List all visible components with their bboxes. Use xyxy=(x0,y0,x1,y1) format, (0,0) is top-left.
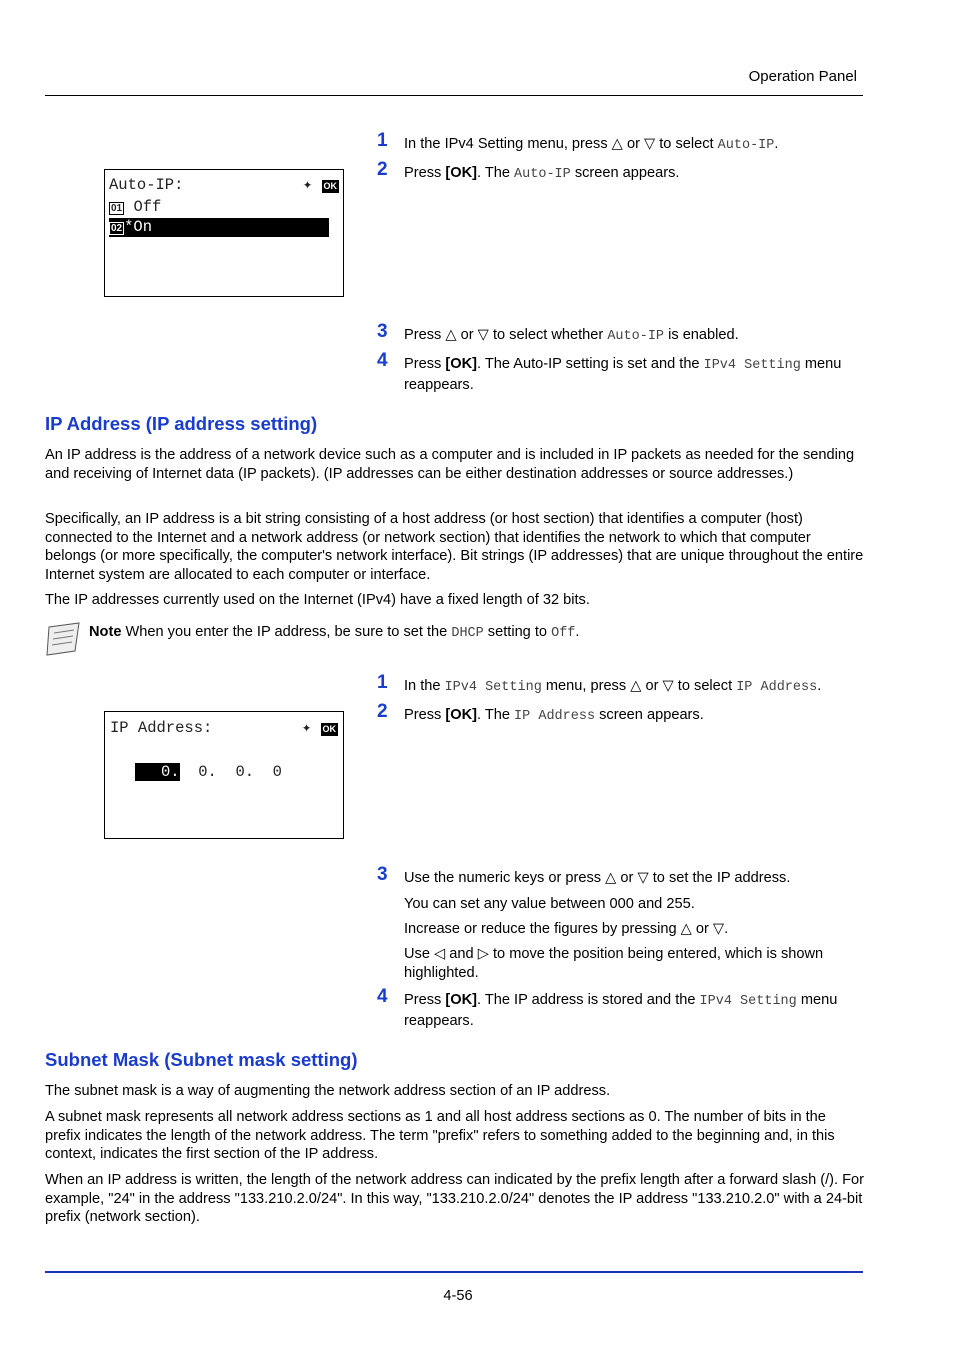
text-segment: setting to xyxy=(483,624,552,640)
step-number: 1 xyxy=(377,130,388,151)
step-subtext: Increase or reduce the figures by pressing △ or ▽. xyxy=(404,921,729,937)
text-segment: menu reappears. xyxy=(404,356,842,393)
text-segment: [OK] xyxy=(445,356,477,372)
step-text xyxy=(404,991,864,1030)
paragraph: The subnet mask is a way of augmenting the network address section of an IP address. xyxy=(45,1083,611,1099)
note-icon xyxy=(45,621,83,657)
step-text xyxy=(404,326,864,347)
option-on: *On xyxy=(124,218,153,236)
lcd-title: IP Address: xyxy=(110,719,213,737)
ok-icon: OK xyxy=(322,724,336,734)
text-segment: Auto-IP xyxy=(717,138,775,153)
step-subtext: You can set any value between 000 and 255. xyxy=(404,896,695,912)
step-number: 3 xyxy=(377,321,388,342)
text-segment: In the xyxy=(404,678,445,694)
text-segment: . The IP address is stored and the xyxy=(476,992,700,1008)
text-segment: . The xyxy=(476,165,515,181)
step-number: 4 xyxy=(377,986,388,1007)
text-segment: DHCP xyxy=(451,626,484,641)
paragraph: When an IP address is written, the length of the network address can indicated by the prefix length after a forward slash (/). For example, "24" in the address "133.210.2.0/24". In this way, "133.210.2.0/24" denotes the IP address "133.210.2.0" with a 24-bit prefix (network section). xyxy=(45,1172,865,1225)
step-text xyxy=(404,355,864,394)
text-segment: IPv4 Setting xyxy=(699,994,797,1009)
text-segment: Note xyxy=(89,624,122,640)
paragraph: Specifically, an IP address is a bit string consisting of a host address (or host section) that identifies a computer (host) connected to the Internet and a network address (or network section) that identifies the network to which that computer belongs (or more specifically, the computer's network interface). Bit strings (IP addresses) that are unique throughout the entire Internet system are allocated to each computer or interface. xyxy=(45,511,864,583)
text-segment: [OK] xyxy=(445,992,477,1008)
step-text xyxy=(404,869,864,888)
step-text xyxy=(404,164,864,185)
step-number: 3 xyxy=(377,864,388,885)
option-off: Off xyxy=(133,197,162,216)
text-segment: screen appears. xyxy=(595,707,704,723)
step-subtext: Use ◁ and ▷ to move the position being entered, which is shown highlighted. xyxy=(404,946,824,981)
step-number: 4 xyxy=(377,350,388,371)
lcd-ip-address xyxy=(104,711,344,839)
text-segment: IPv4 Setting xyxy=(703,358,801,373)
header-rule xyxy=(45,95,863,96)
ok-icon: OK xyxy=(323,181,337,191)
text-segment: . xyxy=(575,624,580,640)
text-segment: menu reappears. xyxy=(404,992,838,1029)
option-number: 02 xyxy=(111,223,123,234)
text-segment: screen appears. xyxy=(570,165,680,181)
paragraph: An IP address is the address of a network device such as a computer and is included in IP packets as needed for the sending and receiving of Internet data (IP packets). (IP addresses can be either destination addresses or source addresses.) xyxy=(45,447,855,482)
paragraph: A subnet mask represents all network address sections as 1 and all host address sections as 0. The number of bits in the prefix indicates the length of the network address. The term "prefix" refers to something added to the beginning and, in this context, indicates the first section of the IP address. xyxy=(45,1109,835,1162)
text-segment: Press xyxy=(404,165,446,181)
step-number: 2 xyxy=(377,701,388,722)
paragraph: The IP addresses currently used on the Internet (IPv4) have a fixed length of 32 bits. xyxy=(45,592,590,608)
octet-4: 0 xyxy=(272,762,282,781)
text-segment: IP Address xyxy=(514,709,596,724)
text-segment: . The Auto-IP setting is set and the xyxy=(476,356,704,372)
text-segment: In the IPv4 Setting menu, press △ or ▽ to select xyxy=(404,136,718,152)
text-segment: . The xyxy=(476,707,515,723)
text-segment: IPv4 Setting xyxy=(444,680,542,695)
text-segment: Off xyxy=(551,626,576,641)
text-segment: Press xyxy=(404,707,446,723)
text-segment: Press △ or ▽ to select whether xyxy=(404,327,608,343)
text-segment: When you enter the IP address, be sure to set the xyxy=(121,624,452,640)
lcd-auto-ip xyxy=(104,169,344,297)
step-text xyxy=(404,677,864,698)
option-number: 01 xyxy=(111,202,123,214)
header-title: Operation Panel xyxy=(748,68,857,85)
footer-rule xyxy=(45,1271,863,1273)
note-text xyxy=(89,623,859,644)
octet-3: 0. xyxy=(235,762,255,781)
text-segment: Use the numeric keys or press △ or ▽ to set the IP address. xyxy=(404,870,791,886)
text-segment: is enabled. xyxy=(664,327,739,343)
text-segment: Press xyxy=(404,356,446,372)
section-heading-ip-address: IP Address (IP address setting) xyxy=(45,413,318,434)
text-segment: [OK] xyxy=(445,165,477,181)
nav-arrows-icon: ✦ xyxy=(301,719,312,737)
text-segment: IP Address xyxy=(736,680,818,695)
lcd-title: Auto-IP: xyxy=(109,176,184,194)
step-text xyxy=(404,135,864,156)
step-text xyxy=(404,706,864,727)
text-segment: [OK] xyxy=(445,707,477,723)
nav-arrows-icon: ✦ xyxy=(302,176,313,194)
octet-1: 0. xyxy=(135,763,180,781)
step-number: 1 xyxy=(377,672,388,693)
section-heading-subnet-mask: Subnet Mask (Subnet mask setting) xyxy=(45,1049,358,1070)
page-number: 4-56 xyxy=(443,1288,473,1304)
text-segment: Auto-IP xyxy=(607,329,665,344)
text-segment: . xyxy=(774,136,779,152)
text-segment: Auto-IP xyxy=(514,167,571,182)
text-segment: . xyxy=(817,678,822,694)
text-segment: menu, press △ or ▽ to select xyxy=(541,678,737,694)
text-segment: Press xyxy=(404,992,446,1008)
octet-2: 0. xyxy=(198,762,217,781)
step-number: 2 xyxy=(377,159,388,180)
